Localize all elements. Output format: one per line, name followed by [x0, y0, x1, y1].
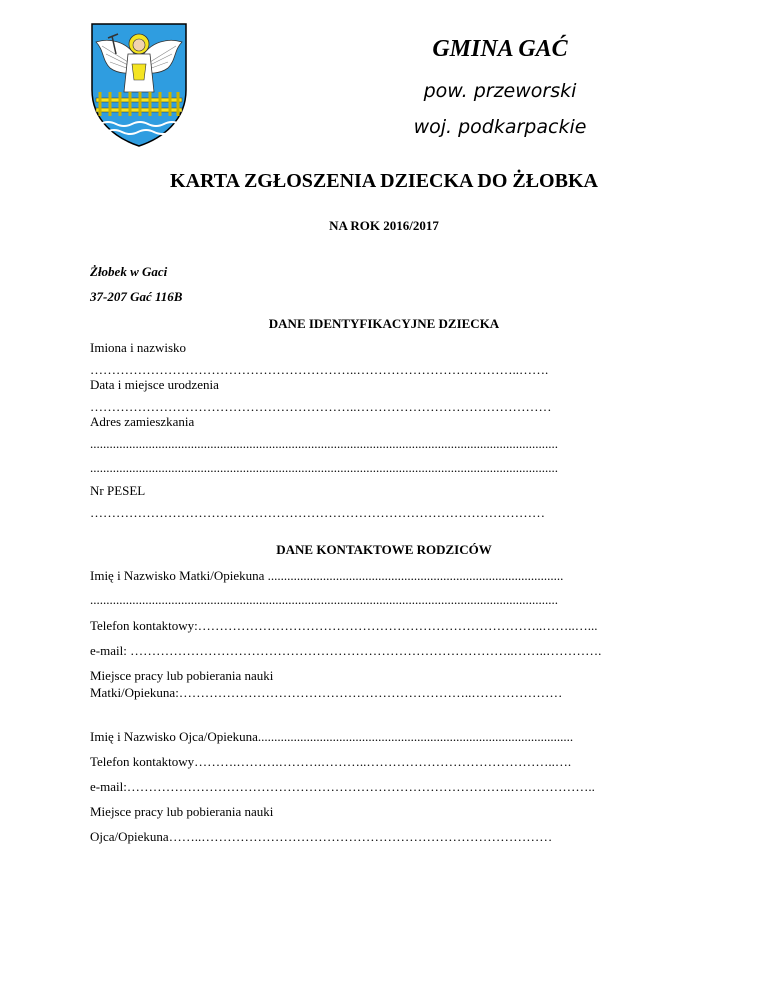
mother-phone-field[interactable]: Telefon kontaktowy:……………………………………………………………………..……..…...: [90, 618, 598, 633]
child-address-label: Adres zamieszkania: [90, 414, 195, 429]
voivodeship-name: woj. podkarpackie: [413, 116, 587, 138]
municipality-name: GMINA GAĆ: [432, 36, 568, 62]
father-email-field[interactable]: e-mail:……………………………………………………………………………..………………..: [90, 779, 595, 794]
father-phone-field[interactable]: Telefon kontaktowy……….……….……….………..……………………………………..….: [90, 754, 572, 769]
mother-email-field[interactable]: e-mail: ……………………………………………………………………………..……..………….: [90, 643, 602, 658]
child-birth-field[interactable]: ……………………………………………………..………………………………………: [90, 399, 552, 414]
mother-work-label: Miejsce pracy lub pobierania nauki: [90, 668, 274, 683]
father-work-field[interactable]: Ojca/Opiekuna……..………………………………………………………………………: [90, 829, 553, 844]
mother-name-field[interactable]: ...........................................................................................: [264, 568, 564, 583]
section-parents-heading: DANE KONTAKTOWE RODZICÓW: [276, 542, 492, 557]
form-title: KARTA ZGŁOSZENIA DZIECKA DO ŻŁOBKA: [170, 170, 598, 192]
child-name-label: Imiona i nazwisko: [90, 340, 187, 355]
coat-of-arms-icon: [88, 20, 190, 148]
child-birth-label: Data i miejsce urodzenia: [90, 377, 219, 392]
mother-name-label: Imię i Nazwisko Matki/Opiekuna: [90, 568, 265, 583]
institution-address: 37-207 Gać 116B: [90, 289, 183, 304]
father-work-label: Miejsce pracy lub pobierania nauki: [90, 804, 274, 819]
county-name: pow. przeworski: [423, 80, 577, 102]
child-pesel-label: Nr PESEL: [90, 483, 146, 498]
father-name-field[interactable]: Imię i Nazwisko Ojca/Opiekuna.................................................................................................: [90, 729, 574, 744]
child-pesel-field[interactable]: ……………………………………………………………………………………………: [90, 505, 545, 520]
child-address-field[interactable]: ................................................................................................................................................: [90, 436, 558, 451]
institution-name: Żłobek w Gaci: [90, 264, 168, 279]
child-name-field[interactable]: ……………………………………………………..………………………………..…….: [90, 362, 549, 377]
mother-name-row: [90, 568, 670, 584]
form-year: NA ROK 2016/2017: [329, 218, 439, 233]
mother-name-field-2[interactable]: ................................................................................................................................................: [90, 592, 558, 607]
mother-work-field[interactable]: Matki/Opiekuna:…………………………………………………………..…………………: [90, 685, 563, 700]
child-address-field-2[interactable]: ................................................................................................................................................: [90, 460, 558, 475]
section-child-heading: DANE IDENTYFIKACYJNE DZIECKA: [268, 316, 500, 331]
